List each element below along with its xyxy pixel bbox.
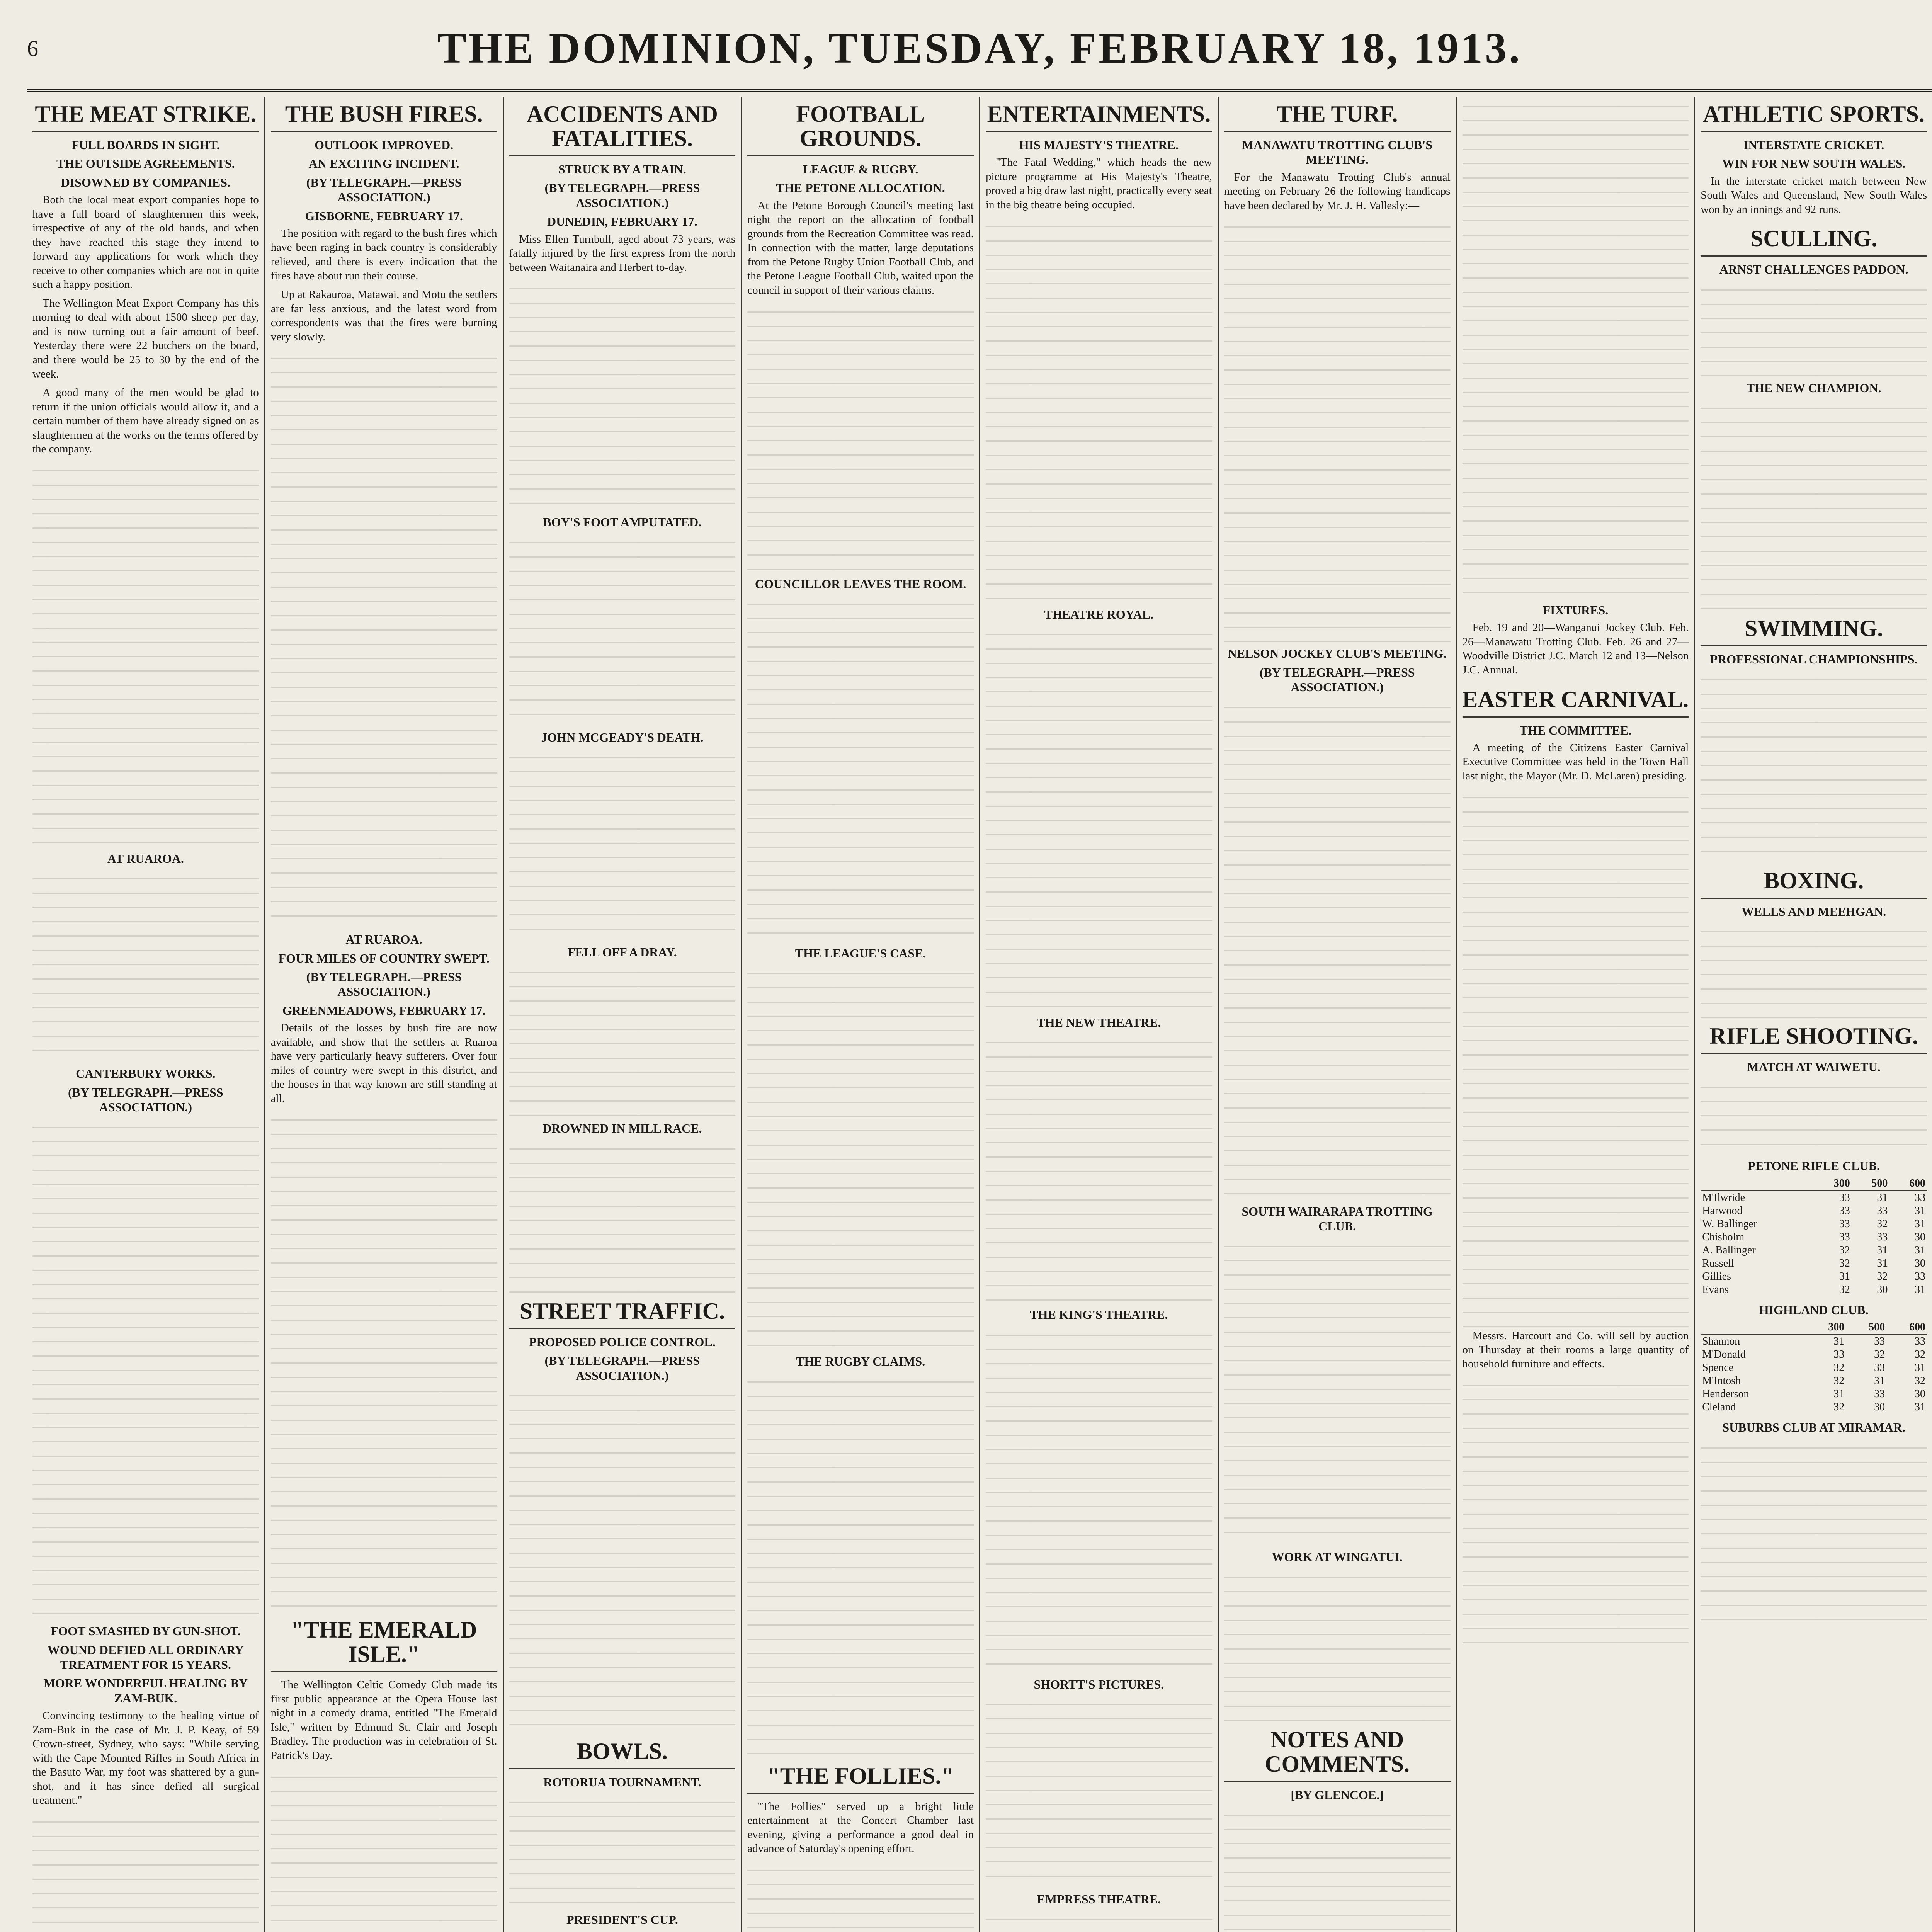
article-paragraph: Miss Ellen Turnbull, aged about 73 years, was fatally injured by the first express from the north between Waitanaira and Herbert to-day. <box>509 233 736 274</box>
body-text-lines <box>986 1033 1212 1303</box>
sub-heading: THE LEAGUE'S CASE. <box>795 946 926 960</box>
score-table-header: 300 <box>1805 1320 1846 1335</box>
body-text-lines <box>509 1139 736 1294</box>
body-text-lines <box>747 1372 974 1759</box>
article-paragraph: Up at Rakauroa, Matawai, and Motu the settlers are far less anxious, and the latest word from correspondents was that the fires were burning very slowly. <box>270 288 497 343</box>
table-row <box>1701 1348 1927 1361</box>
body-text-lines <box>747 1861 974 1932</box>
body-text-lines <box>747 964 974 1350</box>
competitor-name: M'Donald <box>1702 1349 1746 1361</box>
sub-heading: FELL OFF A DRAY. <box>568 945 677 959</box>
sub-heading: PROPOSED POLICE CONTROL. <box>529 1335 716 1349</box>
competitor-name: Harwood <box>1702 1204 1743 1217</box>
score-cell: 33 <box>1874 1388 1885 1400</box>
body-text-lines <box>986 1910 1212 1932</box>
score-cell: 32 <box>1877 1270 1888 1282</box>
score-table-header <box>1701 1320 1805 1335</box>
score-table-header <box>1701 1177 1814 1191</box>
body-text-lines <box>1224 698 1451 1200</box>
score-cell: 32 <box>1874 1349 1885 1361</box>
sub-heading: THE OUTSIDE AGREEMENTS. <box>56 156 235 171</box>
score-cell: 31 <box>1915 1218 1925 1230</box>
sub-heading: GISBORNE, FEBRUARY 17. <box>305 209 463 223</box>
article-paragraph: The position with regard to the bush fires which have been raging in back country is considerably relieved, and there is every indication that the fires have about run their course. <box>270 227 497 282</box>
score-cell: 31 <box>1833 1388 1845 1400</box>
body-text-lines <box>1701 1438 1927 1631</box>
score-cell: 33 <box>1833 1349 1845 1361</box>
sub-heading: (BY TELEGRAPH.—PRESS ASSOCIATION.) <box>544 181 700 210</box>
table-row <box>1701 1388 1927 1401</box>
table-row <box>1701 1257 1927 1270</box>
body-text-lines <box>509 279 736 511</box>
body-text-lines <box>509 1386 736 1734</box>
table-row <box>1701 1374 1927 1388</box>
sub-heading: AN EXCITING INCIDENT. <box>308 156 459 171</box>
competitor-name: Spence <box>1702 1362 1734 1374</box>
table-row <box>1701 1335 1927 1348</box>
section-heading: NOTES AND COMMENTS. <box>1224 1722 1451 1782</box>
competitor-name: M'Ilwride <box>1702 1191 1745 1204</box>
body-text-lines <box>271 1767 497 1932</box>
score-cell: 33 <box>1915 1335 1925 1348</box>
competitor-name: Gillies <box>1702 1270 1731 1282</box>
score-cell: 33 <box>1877 1204 1888 1217</box>
score-cell: 30 <box>1877 1283 1888 1296</box>
score-cell: 31 <box>1874 1375 1885 1387</box>
score-cell: 33 <box>1839 1191 1850 1204</box>
score-cell: 31 <box>1915 1401 1925 1413</box>
body-text-lines <box>1701 398 1927 611</box>
article-paragraph: In the interstate cricket match between New South Wales and Queensland, New South Wales won by an innings and 92 runs. <box>1701 175 1927 216</box>
sub-heading: THE KING'S THEATRE. <box>1030 1308 1168 1322</box>
sub-heading: THEATRE ROYAL. <box>1044 607 1154 621</box>
sub-heading: THE NEW THEATRE. <box>1037 1015 1161 1029</box>
score-cell: 33 <box>1839 1218 1850 1230</box>
sub-heading: THE COMMITTEE. <box>1519 723 1632 737</box>
score-cell: 32 <box>1833 1375 1845 1387</box>
body-text-lines <box>32 1117 259 1620</box>
sub-heading: COUNCILLOR LEAVES THE ROOM. <box>755 577 966 591</box>
score-cell: 33 <box>1874 1335 1885 1348</box>
sub-heading: PETONE RIFLE CLUB. <box>1748 1159 1880 1173</box>
score-cell: 33 <box>1915 1191 1925 1204</box>
column-8 <box>1695 97 1932 1932</box>
sub-heading: MANAWATU TROTTING CLUB'S MEETING. <box>1242 138 1433 167</box>
sub-heading: STRUCK BY A TRAIN. <box>558 162 686 176</box>
column-4 <box>742 97 980 1932</box>
sub-heading: NELSON JOCKEY CLUB'S MEETING. <box>1228 646 1447 661</box>
body-text-lines <box>1463 1376 1689 1646</box>
article-paragraph: Convincing testimony to the healing virtue of Zam-Buk in the case of Mr. J. P. Keay, of 59 Crown-street, Sydney, who says: "While serving with the Cape Mounted Rifles in South Africa in the Basuto War, my foot was shattered by a gun-shot, and it has since defied all surgical treatment." <box>32 1709 259 1807</box>
section-heading: ENTERTAINMENTS. <box>986 97 1212 132</box>
sub-heading: GREENMEADOWS, FEBRUARY 17. <box>282 1003 486 1017</box>
score-cell: 30 <box>1915 1388 1925 1400</box>
columns <box>27 97 1932 1932</box>
sub-heading: ROTORUA TOURNAMENT. <box>543 1775 701 1789</box>
score-cell: 33 <box>1839 1231 1850 1243</box>
section-heading: RIFLE SHOOTING. <box>1701 1019 1927 1054</box>
sub-heading: THE RUGBY CLAIMS. <box>796 1354 925 1369</box>
score-cell: 32 <box>1839 1283 1850 1296</box>
competitor-name: M'Intosh <box>1702 1375 1741 1387</box>
competitor-name: Russell <box>1702 1257 1734 1269</box>
sub-heading: [BY GLENCOE.] <box>1291 1787 1384 1802</box>
score-cell: 31 <box>1839 1270 1850 1282</box>
section-heading: BOWLS. <box>509 1734 736 1769</box>
column-1 <box>27 97 265 1932</box>
section-heading: THE MEAT STRIKE. <box>32 97 259 132</box>
score-cell: 31 <box>1915 1283 1925 1296</box>
masthead <box>27 8 1932 92</box>
article-paragraph: For the Manawatu Trotting Club's annual meeting on February 26 the following handicaps have been declared by Mr. J. H. Vallesly:— <box>1224 171 1451 212</box>
score-cell: 33 <box>1877 1231 1888 1243</box>
sub-heading: DROWNED IN MILL RACE. <box>543 1121 702 1136</box>
score-cell: 31 <box>1915 1244 1925 1256</box>
body-text-lines <box>32 461 259 847</box>
competitor-name: Cleland <box>1702 1401 1736 1413</box>
score-cell: 32 <box>1833 1362 1845 1374</box>
body-text-lines <box>986 217 1212 603</box>
sub-heading: OUTLOOK IMPROVED. <box>315 138 454 152</box>
body-text-lines <box>747 594 974 942</box>
sub-heading: SOUTH WAIRARAPA TROTTING CLUB. <box>1242 1204 1433 1233</box>
table-row <box>1701 1270 1927 1283</box>
column-6 <box>1219 97 1457 1932</box>
article-paragraph: "The Follies" served up a bright little entertainment at the Concert Chamber last evening, giving a performance a good deal in advance of Saturday's opening effort. <box>747 1800 974 1855</box>
sub-heading: HIGHLAND CLUB. <box>1759 1303 1869 1317</box>
sub-heading: BOY'S FOOT AMPUTATED. <box>543 515 702 529</box>
sub-heading: (BY TELEGRAPH.—PRESS ASSOCIATION.) <box>306 175 462 204</box>
body-text-lines <box>1224 217 1451 642</box>
body-text-lines <box>509 748 736 941</box>
body-text-lines <box>986 1325 1212 1673</box>
sub-heading: WELLS AND MEEHGAN. <box>1741 904 1886 918</box>
sub-heading: (BY TELEGRAPH.—PRESS ASSOCIATION.) <box>68 1085 223 1114</box>
body-text-lines <box>1701 922 1927 1019</box>
body-text-lines <box>747 302 974 573</box>
competitor-name: Chisholm <box>1702 1231 1745 1243</box>
score-cell: 31 <box>1877 1257 1888 1269</box>
section-heading: ATHLETIC SPORTS. <box>1701 97 1927 132</box>
section-heading: FOOTBALL GROUNDS. <box>747 97 974 156</box>
sub-heading: WOUND DEFIED ALL ORDINARY TREATMENT FOR 15 YEARS. <box>47 1643 244 1672</box>
score-cell: 32 <box>1839 1257 1850 1269</box>
score-cell: 31 <box>1877 1244 1888 1256</box>
body-text-lines <box>1463 97 1689 599</box>
newspaper-title: THE DOMINION, TUESDAY, FEBRUARY 18, 1913. <box>437 24 1522 72</box>
sub-heading: SUBURBS CLUB AT MIRAMAR. <box>1722 1420 1905 1435</box>
score-cell: 33 <box>1839 1204 1850 1217</box>
section-heading: "THE FOLLIES." <box>747 1759 974 1794</box>
body-text-lines <box>1701 670 1927 863</box>
table-row <box>1701 1231 1927 1244</box>
section-heading: EASTER CARNIVAL. <box>1463 682 1689 718</box>
article-paragraph: At the Petone Borough Council's meeting last night the report on the allocation of football grounds from the Recreation Committee was read. In connection with the matter, large deputations from the Petone Rugby Union Football Club, and the Petone League Football Club, waited upon the council in support of their various claims. <box>747 199 974 296</box>
table-row <box>1701 1283 1927 1296</box>
sub-heading: (BY TELEGRAPH.—PRESS ASSOCIATION.) <box>306 969 462 999</box>
score-table-header: 600 <box>1889 1177 1927 1191</box>
sub-heading: SHORTT'S PICTURES. <box>1034 1677 1164 1691</box>
score-cell: 33 <box>1915 1270 1925 1282</box>
page-number: 6 <box>27 36 38 61</box>
section-heading: SCULLING. <box>1701 221 1927 257</box>
sub-heading: WIN FOR NEW SOUTH WALES. <box>1722 156 1906 171</box>
section-heading: "THE EMERALD ISLE." <box>271 1612 497 1672</box>
column-7 <box>1457 97 1696 1932</box>
score-cell: 31 <box>1833 1335 1845 1348</box>
sub-heading: FOOT SMASHED BY GUN-SHOT. <box>50 1624 241 1638</box>
score-cell: 32 <box>1833 1401 1845 1413</box>
sub-heading: AT RUAROA. <box>345 932 422 947</box>
sub-heading: HIS MAJESTY'S THEATRE. <box>1019 138 1179 152</box>
sub-heading: FOUR MILES OF COUNTRY SWEPT. <box>278 951 490 965</box>
sub-heading: THE PETONE ALLOCATION. <box>776 181 945 195</box>
sub-heading: ARNST CHALLENGES PADDON. <box>1719 262 1908 277</box>
article-paragraph: The Wellington Meat Export Company has this morning to deal with about 1500 sheep per day, and is now turning out a fair amount of beef. Yesterday there were 22 butchers on the board, and there would be 25 to 30 by the end of the week. <box>32 297 259 380</box>
body-text-lines <box>32 1812 259 1932</box>
score-cell: 32 <box>1915 1375 1925 1387</box>
body-text-lines <box>271 1110 497 1612</box>
sub-heading: LEAGUE & RUGBY. <box>803 162 918 176</box>
section-heading: STREET TRAFFIC. <box>509 1294 736 1329</box>
section-heading: ACCIDENTS AND FATALITIES. <box>509 97 736 156</box>
body-text-lines <box>1224 1805 1451 1932</box>
score-cell: 33 <box>1874 1362 1885 1374</box>
sub-heading: FULL BOARDS IN SIGHT. <box>71 138 220 152</box>
sub-heading: (BY TELEGRAPH.—PRESS ASSOCIATION.) <box>544 1354 700 1383</box>
score-table-header: 500 <box>1846 1320 1886 1335</box>
sub-heading: PROFESSIONAL CHAMPIONSHIPS. <box>1710 652 1918 667</box>
competitor-name: A. Ballinger <box>1702 1244 1756 1256</box>
article-paragraph: Both the local meat export companies hope to have a full board of slaughtermen this week, irrespective of any of the old hands, and when they have reached this stage they intend to forward any applications for work which they receive to other companies which are not in quite such a happy position. <box>32 194 259 291</box>
score-cell: 31 <box>1877 1191 1888 1204</box>
table-row <box>1701 1191 1927 1204</box>
sub-heading: FIXTURES. <box>1543 603 1609 617</box>
body-text-lines <box>1224 1568 1451 1722</box>
body-text-lines <box>1701 1077 1927 1155</box>
table-row <box>1701 1218 1927 1231</box>
article-paragraph: "The Fatal Wedding," which heads the new picture programme at His Majesty's Theatre, proved a big draw last night, practically every seat in the big theatre being occupied. <box>986 156 1212 211</box>
body-text-lines <box>509 1930 736 1932</box>
column-2 <box>265 97 504 1932</box>
sub-heading: CANTERBURY WORKS. <box>76 1066 216 1081</box>
body-text-lines <box>1463 788 1689 1329</box>
sub-heading: PRESIDENT'S CUP. <box>566 1913 678 1927</box>
sub-heading: (BY TELEGRAPH.—PRESS ASSOCIATION.) <box>1259 665 1415 694</box>
body-text-lines <box>1224 1236 1451 1546</box>
score-cell: 30 <box>1874 1401 1885 1413</box>
body-text-lines <box>986 625 1212 1011</box>
sub-heading: WORK AT WINGATUI. <box>1272 1550 1403 1564</box>
score-cell: 32 <box>1839 1244 1850 1256</box>
article-paragraph: Messrs. Harcourt and Co. will sell by auction on Thursday at their rooms a large quantity of household furniture and effects. <box>1462 1329 1689 1370</box>
competitor-name: Shannon <box>1702 1335 1740 1348</box>
competitor-name: Henderson <box>1702 1388 1749 1400</box>
section-heading: SWIMMING. <box>1701 611 1927 646</box>
body-text-lines <box>509 533 736 726</box>
article-paragraph: A good many of the men would be glad to return if the union officials would allow it, and a certain number of them have already signed on as slaughtermen at the works on the terms offered by the company. <box>32 386 259 456</box>
article-paragraph: Feb. 19 and 20—Wanganui Jockey Club. Feb. 26—Manawatu Trotting Club. Feb. 26 and 27—Woodville District J.C. March 12 and 13—Nelson J.C. Annual. <box>1462 621 1689 676</box>
score-table-header: 300 <box>1814 1177 1852 1191</box>
sub-heading: EMPRESS THEATRE. <box>1037 1892 1161 1906</box>
sub-heading: MATCH AT WAIWETU. <box>1747 1060 1881 1074</box>
column-5 <box>980 97 1219 1932</box>
body-text-lines <box>509 1793 736 1908</box>
article-paragraph: A meeting of the Citizens Easter Carnival Executive Committee was held in the Town Hall last night, the Mayor (Mr. D. McLaren) presiding. <box>1462 741 1689 782</box>
article-paragraph: Details of the losses by bush fire are now available, and show that the settlers at Ruaroa have very particularly heavy sufferers. Over four miles of country were swept in this district, and the houses in that way known are still standing at all. <box>270 1022 497 1105</box>
score-table-header: 500 <box>1852 1177 1889 1191</box>
score-cell: 31 <box>1915 1204 1925 1217</box>
body-text-lines <box>986 1695 1212 1888</box>
table-row <box>1701 1244 1927 1257</box>
score-cell: 32 <box>1877 1218 1888 1230</box>
competitor-name: W. Ballinger <box>1702 1218 1757 1230</box>
score-table <box>1701 1320 1927 1414</box>
section-heading: BOXING. <box>1701 863 1927 899</box>
article-paragraph: The Wellington Celtic Comedy Club made its first public appearance at the Opera House last night in a comedy drama, entitled "The Emerald Isle," written by Edmund St. Clair and Joseph Bradley. The production was in celebration of St. Patrick's Day. <box>270 1679 497 1762</box>
sub-heading: DUNEDIN, FEBRUARY 17. <box>547 214 697 229</box>
score-cell: 32 <box>1915 1349 1925 1361</box>
score-cell: 31 <box>1915 1362 1925 1374</box>
table-row <box>1701 1204 1927 1218</box>
section-heading: THE TURF. <box>1224 97 1451 132</box>
section-heading: THE BUSH FIRES. <box>271 97 497 132</box>
score-cell: 30 <box>1915 1231 1925 1243</box>
sub-heading: MORE WONDERFUL HEALING BY ZAM-BUK. <box>43 1676 248 1705</box>
body-text-lines <box>32 869 259 1062</box>
score-table <box>1701 1177 1927 1296</box>
score-table-header: 600 <box>1886 1320 1927 1335</box>
table-row <box>1701 1401 1927 1414</box>
column-3 <box>504 97 742 1932</box>
body-text-lines <box>509 963 736 1117</box>
sub-heading: AT RUAROA. <box>107 851 184 866</box>
table-row <box>1701 1361 1927 1374</box>
sub-heading: JOHN MCGEADY'S DEATH. <box>541 730 704 744</box>
sub-heading: INTERSTATE CRICKET. <box>1743 138 1884 152</box>
score-cell: 30 <box>1915 1257 1925 1269</box>
competitor-name: Evans <box>1702 1283 1729 1296</box>
sub-heading: DISOWNED BY COMPANIES. <box>61 175 230 189</box>
body-text-lines <box>1701 280 1927 377</box>
sub-heading: THE NEW CHAMPION. <box>1746 381 1881 395</box>
body-text-lines <box>271 349 497 928</box>
